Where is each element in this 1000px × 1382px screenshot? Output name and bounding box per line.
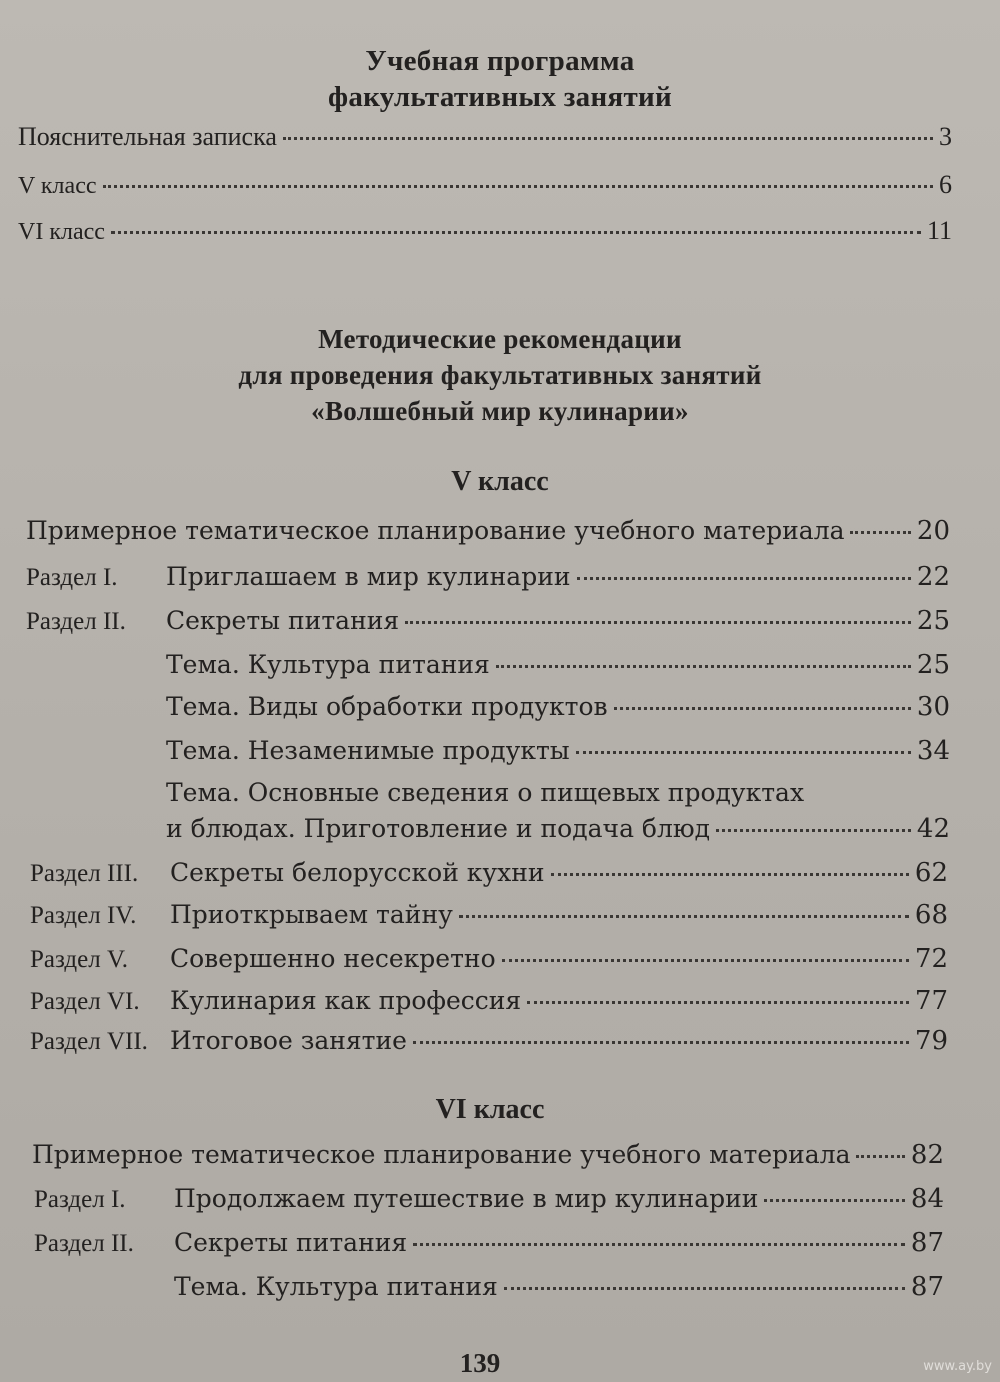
toc-entry: VI класс 11 (18, 216, 952, 245)
toc-entry: Раздел III. Секреты белорусской кухни 62 (30, 858, 948, 888)
toc-entry: Раздел VII. Итоговое занятие 79 (30, 1026, 948, 1056)
toc-entry: Тема. Виды обработки продуктов 30 (166, 692, 950, 722)
dot-leader (405, 621, 911, 624)
dot-leader (502, 959, 909, 962)
toc-entry: V класс 6 (18, 170, 952, 199)
program-title-line1: Учебная программа (365, 45, 635, 77)
toc-entry-continued: Тема. Основные сведения о пищевых продуктах (166, 778, 805, 807)
toc-entry: Раздел VI. Кулинария как профессия 77 (30, 986, 948, 1016)
dot-leader (413, 1243, 905, 1246)
watermark: www.ay.by (923, 1359, 992, 1374)
toc-entry: Раздел II. Секреты питания 87 (34, 1228, 944, 1258)
dot-leader (496, 665, 911, 668)
toc-entry: Тема. Культура питания 87 (174, 1272, 944, 1302)
grade5-heading: V класс (451, 466, 549, 497)
toc-entry: Раздел V. Совершенно несекретно 72 (30, 944, 948, 974)
toc-entry: Раздел IV. Приоткрываем тайну 68 (30, 900, 948, 930)
toc-entry: Раздел I. Приглашаем в мир кулинарии 22 (26, 562, 950, 592)
dot-leader (413, 1041, 909, 1044)
dot-leader (576, 751, 911, 754)
dot-leader (577, 577, 911, 580)
toc-entry: Примерное тематическое планирование учебного материала 82 (32, 1140, 944, 1170)
dot-leader (283, 137, 933, 140)
dot-leader (551, 873, 909, 876)
toc-entry: Раздел I. Продолжаем путешествие в мир кулинарии 84 (34, 1184, 944, 1214)
dot-leader (850, 531, 910, 534)
dot-leader (103, 185, 934, 188)
dot-leader (504, 1287, 905, 1290)
toc-entry: Раздел II. Секреты питания 25 (26, 606, 950, 636)
dot-leader (856, 1155, 904, 1158)
toc-entry: Тема. Незаменимые продукты 34 (166, 736, 950, 766)
dot-leader (716, 829, 911, 832)
methods-title-line3: «Волшебный мир кулинарии» (311, 396, 689, 426)
toc-entry: Примерное тематическое планирование учебного материала 20 (26, 516, 950, 546)
program-title-line2: факультативных занятий (327, 81, 673, 113)
page-number: 139 (459, 1348, 501, 1378)
methods-title-line2: для проведения факультативных занятий (238, 360, 762, 390)
toc-entry: Пояснительная записка 3 (18, 122, 952, 151)
toc-entry: и блюдах. Приготовление и подача блюд 42 (166, 814, 950, 844)
dot-leader (111, 231, 921, 234)
dot-leader (459, 915, 909, 918)
dot-leader (764, 1199, 904, 1202)
dot-leader (614, 707, 911, 710)
dot-leader (527, 1001, 909, 1004)
methods-title-line1: Методические рекомендации (318, 324, 682, 354)
grade6-heading: VI класс (435, 1094, 545, 1125)
toc-entry: Тема. Культура питания 25 (166, 650, 950, 680)
